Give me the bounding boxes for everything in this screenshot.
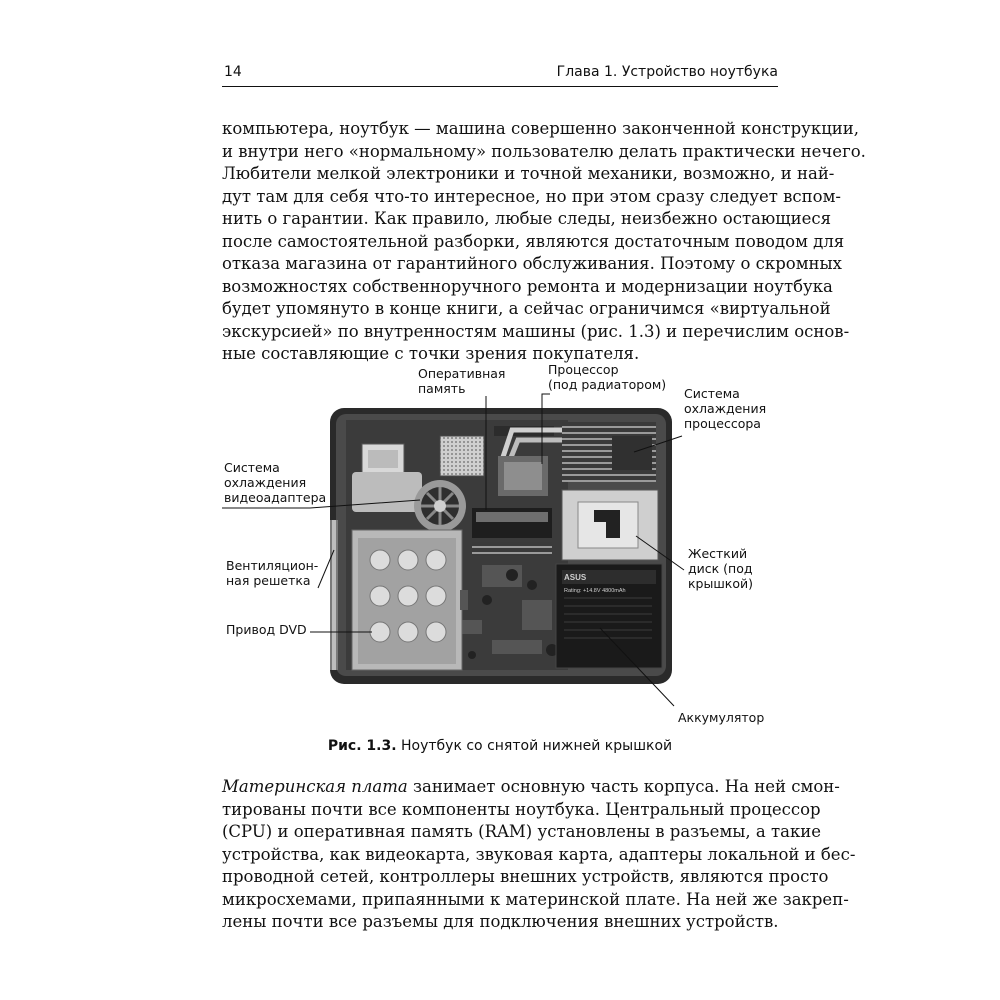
label-gpu-cooling: Система охлаждения видеоадаптера (224, 460, 327, 505)
text-line: возможностях собственноручного ремонта и модернизации ноутбука (222, 276, 833, 296)
text-line: Материнская плата занимает основную часть корпуса. На ней смон- (222, 777, 840, 796)
term-motherboard: Материнская плата (222, 777, 408, 796)
vent-grille (330, 520, 338, 670)
label-cpu: Процессор (под радиатором) (548, 362, 667, 392)
label-battery: Аккумулятор (678, 710, 765, 725)
paragraph-motherboard (222, 776, 856, 934)
label-vent: Вентиляцион- ная решетка (226, 558, 319, 588)
label-hdd: Жесткий диск (под крышкой) (688, 546, 753, 591)
text-line: нить о гарантии. Как правило, любые следы, неизбежно остающиеся (222, 209, 832, 228)
text-line: компьютера, ноутбук — машина совершенно законченной конструкции, (222, 119, 860, 138)
text-line: лены почти все разъемы для подключения внешних устройств. (222, 912, 779, 931)
text-line: после самостоятельной разборки, являются достаточным поводом для (222, 231, 845, 251)
text-line: (CPU) и оперативная память (RAM) установлены в разъемы, а такие (222, 822, 822, 841)
text-line: отказа магазина от гарантийного обслуживания. Поэтому о скромных (222, 254, 842, 273)
battery-brand: ASUS (564, 573, 587, 582)
chip-shield (440, 436, 484, 476)
gpu-heatsink (352, 472, 422, 512)
header-rule (222, 86, 778, 87)
battery-rating: Rating: +14.8V 4800mAh (564, 588, 626, 594)
caption-number: Рис. 1.3. (327, 738, 397, 754)
page-header (222, 62, 778, 86)
label-dvd: Привод DVD (226, 622, 307, 637)
text-line: будет упомянуто в конце книги, а сейчас ограничимся «виртуальной (222, 299, 831, 318)
label-cpu-cooling: Система охлаждения процессора (684, 386, 767, 431)
page-number: 14 (224, 64, 242, 80)
label-ram: Оперативная память (418, 366, 506, 396)
text-line: микросхемами, припаянными к материнской плате. На ней же закреп- (222, 889, 849, 909)
paragraph-intro (222, 118, 866, 366)
caption-text: Ноутбук со снятой нижней крышкой (401, 738, 673, 754)
text-line: устройства, как видеокарта, звуковая карта, адаптеры локальной и бес- (222, 844, 856, 864)
text-line: дут там для себя что-то интересное, но при этом сразу следует вспом- (222, 186, 841, 206)
figure-laptop-internals (222, 360, 778, 735)
chapter-title: Глава 1. Устройство ноутбука (556, 64, 778, 80)
text-line: Любители мелкой электроники и точной механики, возможно, и най- (222, 164, 835, 183)
text-line: ные составляющие с точки зрения покупателя. (222, 344, 640, 363)
text-line: тированы почти все компоненты ноутбука. Центральный процессор (222, 799, 821, 819)
text-line: и внутри него «нормальному» пользователю делать практически нечего. (222, 141, 866, 161)
figure-caption (222, 738, 778, 754)
text-line: экскурсией» по внутренностям машины (рис. 1.3) и перечислим основ- (222, 321, 850, 341)
text-line: проводной сетей, контроллеры внешних устройств, являются просто (222, 867, 829, 886)
